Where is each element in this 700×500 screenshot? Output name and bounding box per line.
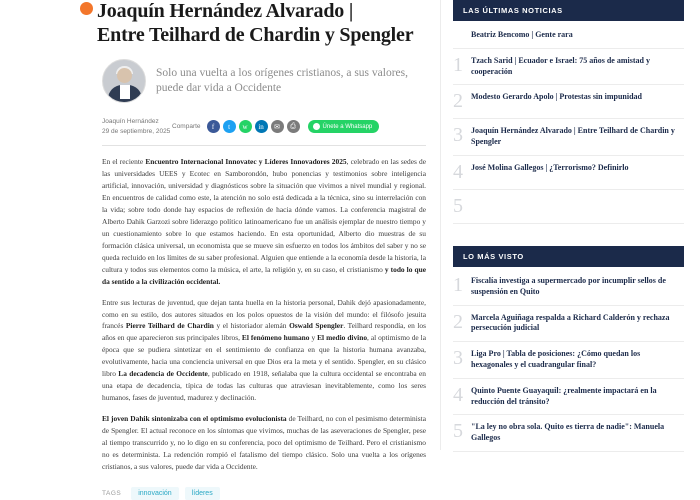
list-item-number: 4 — [453, 383, 463, 406]
list-item-label: Quinto Puente Guayaquil: ¿realmente impactará en la reducción del tránsito? — [471, 385, 657, 406]
subhead-block — [102, 59, 426, 103]
list-item[interactable] — [453, 85, 684, 119]
headline-line-2: Entre Teilhard de Chardin y Spengler — [97, 23, 414, 46]
list-item-label: Fiscalía investiga a supermercado por incumplir sellos de suspensión en Quito — [471, 275, 666, 296]
join-whatsapp-button[interactable] — [308, 120, 380, 133]
tags-label: TAGS — [102, 490, 122, 498]
whatsapp-small-icon — [313, 123, 320, 130]
list-item[interactable] — [453, 49, 684, 86]
headline-line-1: Joaquín Hernández Alvarado | — [97, 0, 354, 22]
twitter-icon[interactable]: t — [223, 120, 236, 133]
list-item-number: 1 — [453, 273, 463, 296]
article-meta — [102, 117, 426, 137]
bullet-icon — [80, 2, 93, 15]
list-item-label: Liga Pro | Tabla de posiciones: ¿Cómo quedan los hexagonales y el cuadrangular final? — [471, 349, 641, 369]
headline-row — [80, 0, 426, 47]
list-item[interactable] — [453, 119, 684, 156]
list-item-label: Tzach Sarid | Ecuador e Israel: 75 años de amistad y cooperación — [471, 55, 650, 76]
join-whatsapp-label: Únete a Whatsapp — [322, 123, 373, 130]
divider — [102, 145, 426, 146]
paragraph-2: Entre sus lecturas de juventud, que dejan tanta huella en la historia personal, Dahik dejó apasionadamente, como en su estilo, dos autores situados en los polos opuestos de la visión del mundo: el filósofo jesuita francés Pierre Teilhard de Chardin y el historiador alemán Oswald Spengler. Teilhard respondía, en los años en que aparecieron sus principales libros, El fenómeno humano y El medio divino, al optimismo de la época que se pudiera sintetizar en el sentimiento de confianza en que la historia humana avanzaba, evolutivamente, hacia una conciencia universal en que Dios era la meta y el sentido. Spengler, en su clásico libro La decadencia de Occidente, publicado en 1918, señalaba que la cultura occidental se encontraba en una etapa de decadencia, típica de todas las culturas que atraviesan inevitablemente, como los seres humanos, fases de juventud, madurez y declinación. — [102, 297, 426, 403]
list-item-number: 2 — [453, 90, 463, 113]
list-item-label: Modesto Gerardo Apolo | Protestas sin impunidad — [471, 92, 642, 102]
list-item[interactable] — [453, 415, 684, 452]
list-item[interactable] — [453, 306, 684, 343]
list-item-number: 4 — [453, 160, 463, 183]
article-subhead: Solo una vuelta a los orígenes cristianos, a sus valores, puede dar vida a Occidente — [156, 66, 408, 95]
sidebar-section-latest-title: LAS ÚLTIMAS NOTICIAS — [453, 0, 684, 21]
list-item-label: José Molina Gallegos | ¿Terrorismo? Definirlo — [471, 162, 629, 172]
tag-item[interactable]: líderes — [185, 487, 220, 500]
list-item-number: 3 — [453, 347, 463, 370]
print-icon[interactable]: ⎙ — [287, 120, 300, 133]
list-item[interactable] — [453, 23, 684, 49]
share-icons — [207, 120, 300, 133]
article-body — [102, 156, 426, 474]
paragraph-1: En el reciente Encuentro Internacional Innovatec y Líderes Innovadores 2025, celebrado en las sedes de las universidades UEES y Ecotec en Samborondón, hubo ponencias y testimonios sobre inteligencia artificial, innovación, universidad y diagnósticos sobre la situación que vivimos a nivel mundial y regional. En encuentros de calidad como este, la atención no solo está dedicada a la técnica, sino su interrelación con la vida; sobre todo donde hay espacios de reflexión de hacia dónde vamos. La conferencia magistral de Alberto Dahik Garzozi sobre liderazgo político latinoamericano fue un análisis ejemplar de nuestro tiempo y un cuestionamiento sobre lo que estamos haciendo. En esta oportunidad, Alberto dio muestras de su formación clásica universal, un economista que se mueve sin esfuerzo en todos los ámbitos del saber y no se queda recluido en los límites de su saber profesional. Alguien que entiende a la economía desde la historia, la cultura y todos sus elementos como la música, el arte, la religión y, en su caso, el cristianismo y todo lo que da sentido a la civilización occidental. — [102, 156, 426, 286]
mail-icon[interactable]: ✉ — [271, 120, 284, 133]
author-name: Joaquín Hernández — [102, 118, 159, 126]
list-item[interactable] — [453, 269, 684, 306]
list-item-label: Marcela Aguiñaga respalda a Richard Calderón y rechaza persecución judicial — [471, 312, 670, 333]
facebook-icon[interactable]: f — [207, 120, 220, 133]
tag-item[interactable]: innovación — [131, 487, 178, 500]
list-item[interactable] — [453, 156, 684, 190]
tags-row — [102, 487, 426, 500]
list-item-number: 5 — [453, 420, 463, 443]
list-item[interactable] — [453, 342, 684, 379]
linkedin-icon[interactable]: in — [255, 120, 268, 133]
list-item-number: 3 — [453, 124, 463, 147]
list-item-number: 1 — [453, 53, 463, 76]
list-item-number: 5 — [453, 194, 463, 217]
page-title — [97, 0, 413, 47]
avatar — [102, 59, 146, 103]
list-item-number: 2 — [453, 310, 463, 333]
share-label: Comparte — [172, 123, 201, 131]
sidebar-section-mostviewed-title: LO MÁS VISTO — [453, 246, 684, 267]
whatsapp-icon[interactable]: w — [239, 120, 252, 133]
paragraph-3: El joven Dahik sintonizaba con el optimismo evolucionista de Teilhard, no con el pesimismo determinista de Spengler. El actual reconoce en los síntomas que vivimos, muchas de las aseveraciones de Spengler, pese al tiempo transcurrido y, no lo digo en su conferencia, poco del optimismo de Teilhard. Pero el cristianismo no es determinista. La redención rompió el fatalismo del tiempo clásico. Solo una vuelta a los orígenes cristianos, a sus valores, puede dar vida a Occidente. — [102, 414, 426, 472]
list-item[interactable] — [453, 379, 684, 416]
sidebar — [440, 0, 700, 450]
list-item[interactable] — [453, 190, 684, 224]
list-item-label: Joaquín Hernández Alvarado | Entre Teilhard de Chardin y Spengler — [471, 126, 675, 147]
list-item-label: Beatriz Bencomo | Gente rara — [471, 30, 573, 39]
publish-date: 29 de septiembre, 2025 — [102, 127, 171, 135]
list-item-label: "La ley no obra sola. Quito es tierra de nadie": Manuela Gallegos — [471, 422, 665, 443]
byline — [102, 117, 172, 137]
